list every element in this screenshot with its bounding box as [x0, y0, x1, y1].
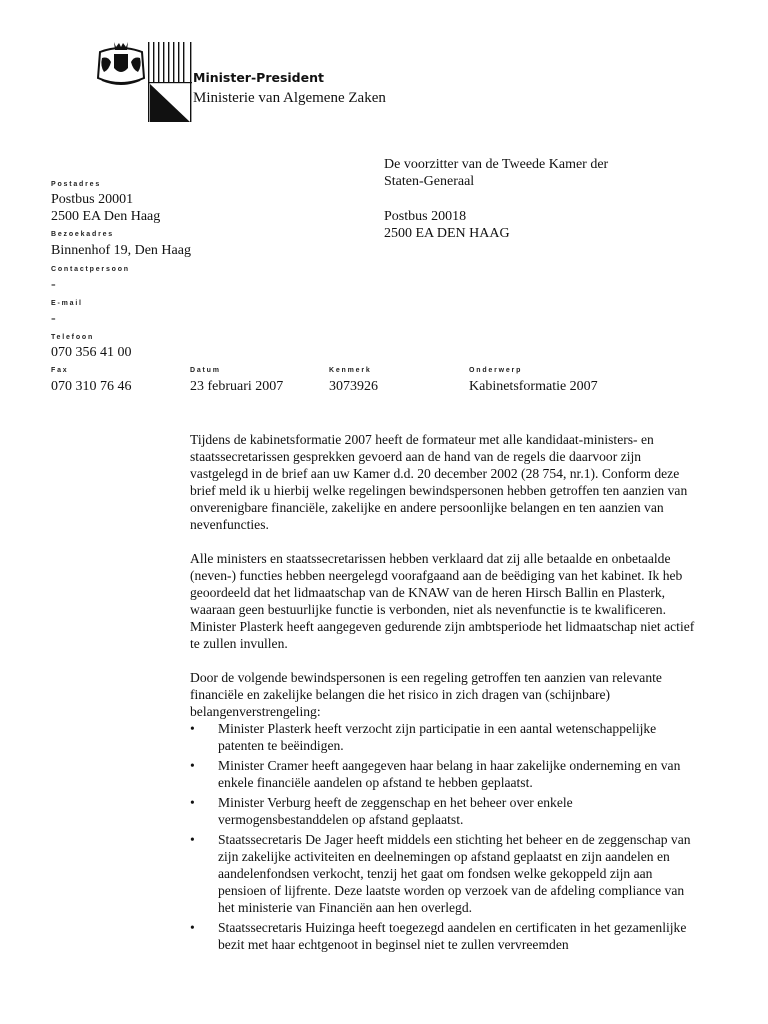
- list-item: [190, 794, 702, 828]
- telefoon-label: Telefoon: [51, 334, 95, 341]
- postadres-line1: Postbus 20001: [51, 192, 134, 207]
- paragraph-nevenfuncties: Alle ministers en staatssecretarissen hebben verklaard dat zij alle betaalde en onbetaalde (neven-) functies hebben neergelegd voorafgaand aan de beëdiging van het kabinet. Ik heb geoordeeld dat het lidmaatschap van de KNAW van de heren Hirsch Ballin en Plasterk, waaraan geen bestuurlijke functie is verbonden, niet als nevenfunctie is te kwalificeren. Minister Plasterk heeft aangegeven gedurende zijn ambtsperiode het lidmaatschap niet actief te zullen invullen.: [190, 551, 695, 651]
- postadres-line2: 2500 EA Den Haag: [51, 209, 161, 224]
- bullet-icon: •: [190, 795, 195, 810]
- royal-coat-of-arms-icon: [94, 38, 148, 90]
- bezoekadres-label: Bezoekadres: [51, 231, 114, 238]
- list-item-text: Minister Plasterk heeft verzocht zijn participatie in een aantal wetenschappelijke patenten te beëindigen.: [218, 721, 657, 753]
- org-subtitle: Ministerie van Algemene Zaken: [193, 90, 386, 106]
- fax-label: Fax: [51, 367, 69, 374]
- list-item-text: Staatssecretaris De Jager heeft middels een stichting het beheer en de zeggenschap van zijn zakelijke activiteiten en deelnemingen op afstand geplaatst en zijn aandelen en aandelenfondsen verkocht, tenzij het gaat om fondsen welke gekoppeld zijn aan pensioen of lijfrente. Deze laatste worden op verzoek van de afdeling compliance van het ministerie van Financiën aan hen overlegd.: [218, 832, 691, 915]
- list-item: [190, 919, 702, 953]
- list-item-text: Minister Cramer heeft aangegeven haar belang in haar zakelijke onderneming en van enkele financiële aandelen op afstand te hebben geplaatst.: [218, 758, 681, 790]
- contactpersoon-label: Contactpersoon: [51, 266, 130, 273]
- onderwerp-label: Onderwerp: [469, 367, 523, 374]
- telefoon-value: 070 356 41 00: [51, 345, 132, 360]
- onderwerp-value: Kabinetsformatie 2007: [469, 379, 598, 394]
- list-item: [190, 831, 702, 916]
- list-item: [190, 757, 702, 791]
- fax-value: 070 310 76 46: [51, 379, 132, 394]
- paragraph-intro: Tijdens de kabinetsformatie 2007 heeft de formateur met alle kandidaat-ministers- en staatssecretarissen gesprekken gevoerd aan de hand van de regels die daarvoor zijn vastgelegd in de brief aan uw Kamer d.d. 20 december 2002 (28 754, nr.1). Conform deze brief meld ik u hierbij welke regelingen bewindspersonen hebben getroffen ten aanzien van onverenigbare financiële, zakelijke en andere persoonlijke belangen en ten aanzien van nevenfuncties.: [190, 432, 688, 532]
- recipient-po-box: Postbus 20018: [384, 209, 467, 224]
- contactpersoon-value: -: [51, 277, 56, 292]
- letter-body: [190, 431, 702, 956]
- email-value: -: [51, 311, 56, 326]
- datum-label: Datum: [190, 367, 221, 374]
- recipient-city: 2500 EA DEN HAAG: [384, 226, 510, 241]
- paragraph-regelingen: Door de volgende bewindspersonen is een regeling getroffen ten aanzien van relevante financiële en zakelijke belangen die het risico in zich dragen van (schijnbare) belangenverstrengeling:: [190, 670, 662, 719]
- bullet-icon: •: [190, 920, 195, 935]
- bezoekadres-value: Binnenhof 19, Den Haag: [51, 243, 191, 258]
- list-item-text: Minister Verburg heeft de zeggenschap en het beheer over enkele vermogensbestanddelen op afstand geplaatst.: [218, 795, 573, 827]
- list-item: [190, 720, 702, 754]
- bullet-icon: •: [190, 758, 195, 773]
- list-item-text: Staatssecretaris Huizinga heeft toegezegd aandelen en certificaten in het gezamenlijke bezit met haar echtgenoot in beginsel niet te zullen vervreemden: [218, 920, 687, 952]
- kenmerk-label: Kenmerk: [329, 367, 372, 374]
- datum-value: 23 februari 2007: [190, 379, 284, 394]
- org-name: Minister-President: [193, 70, 324, 85]
- recipient-line2: Staten-Generaal: [384, 174, 475, 189]
- kenmerk-value: 3073926: [329, 379, 378, 394]
- postadres-label: Postadres: [51, 181, 102, 188]
- email-label: E-mail: [51, 300, 83, 307]
- recipient-line1: De voorzitter van de Tweede Kamer der: [384, 157, 609, 172]
- striped-logo-icon: [148, 42, 192, 122]
- regelingen-list: [190, 720, 702, 953]
- bullet-icon: •: [190, 721, 195, 736]
- bullet-icon: •: [190, 832, 195, 847]
